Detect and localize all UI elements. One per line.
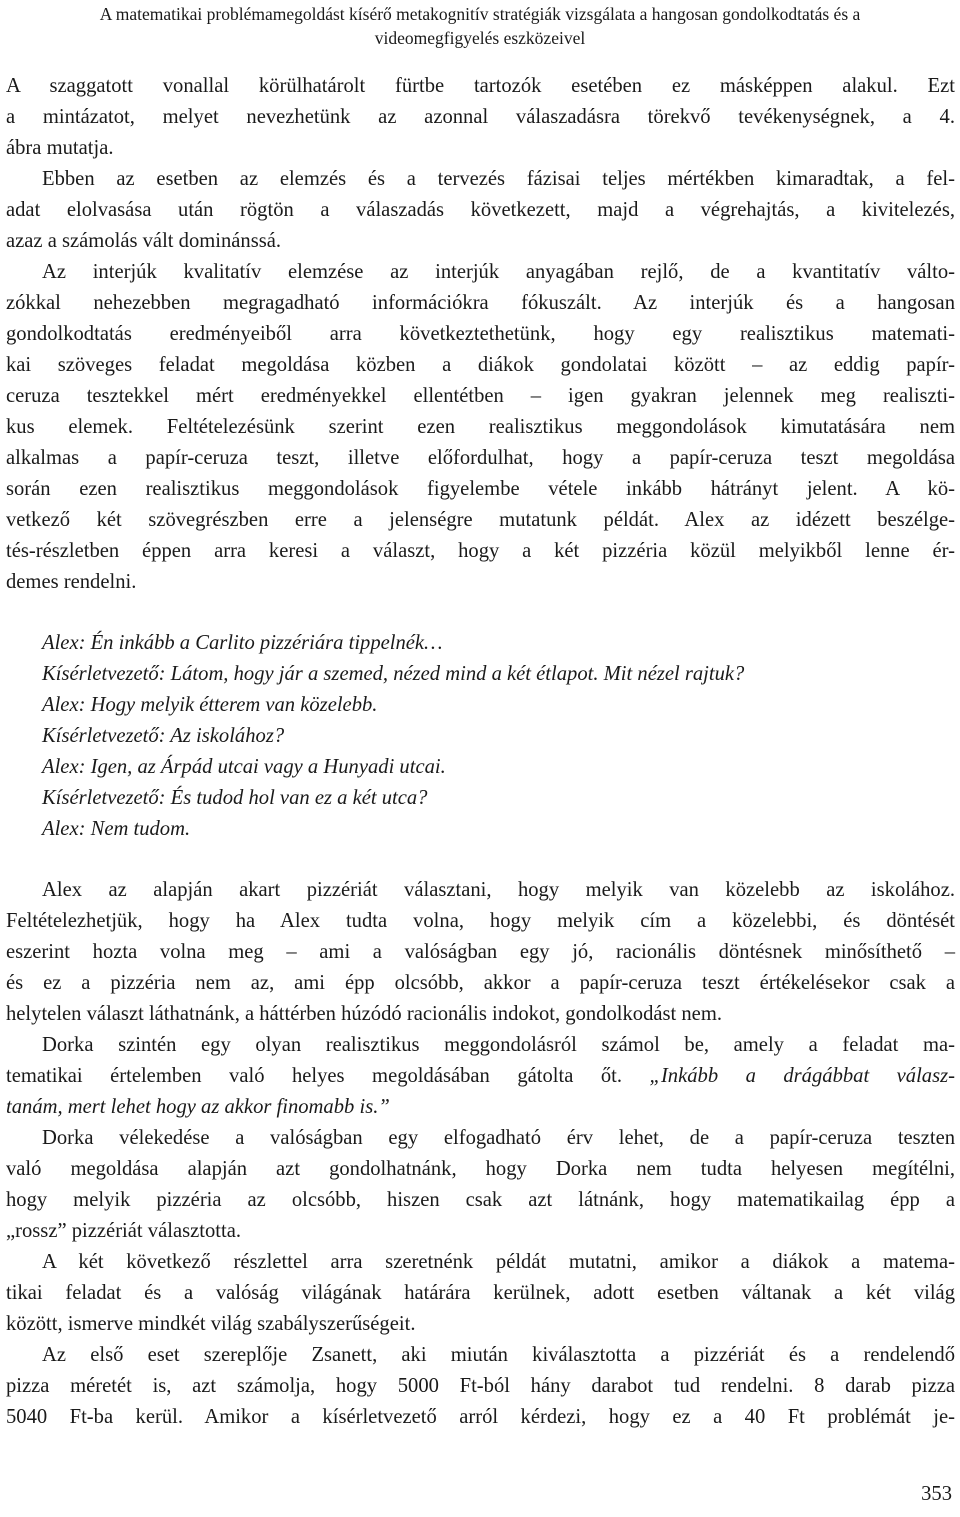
text-line bbox=[6, 1061, 955, 1092]
page-number: 353 bbox=[921, 1483, 952, 1505]
text-line: azaz a számolás vált dominánssá. bbox=[6, 230, 282, 252]
text-line: Feltételezhetjük, hogy ha Alex tudta volna, hogy melyik cím a közelebbi, és döntését bbox=[6, 910, 955, 932]
text-line: 5040 Ft-ba kerül. Amikor a kísérletvezető arról kérdezi, hogy ez a 40 Ft problémát je- bbox=[6, 1406, 955, 1428]
text-line: A szaggatott vonallal körülhatárolt fürtbe tartozók esetében ez másképpen alakul. Ezt bbox=[6, 75, 955, 97]
text-line: Az első eset szereplője Zsanett, aki miután kiválasztotta a pizzériát és a rendelendő bbox=[42, 1344, 955, 1366]
dialogue-line: Kísérletvezető: És tudod hol van ez a két utca? bbox=[42, 787, 428, 809]
spacer bbox=[6, 598, 955, 628]
text-line: vetkező két szövegrészben erre a jelenségre mutatunk példát. Alex az idézett beszélge- bbox=[6, 509, 955, 531]
header-line: videomegfigyelés eszközeivel bbox=[374, 28, 586, 48]
text-line: kai szöveges feladat megoldása közben a diákok gondolatai között – az eddig papír- bbox=[6, 354, 955, 376]
text-line: gondolkodtatás eredményeiből arra következtethetünk, hogy egy realisztikus matemati- bbox=[6, 323, 955, 345]
dialogue-line: Kísérletvezető: Látom, hogy jár a szemed, nézed mind a két étlapot. Mit nézel rajtuk? bbox=[42, 663, 745, 685]
text-line: demes rendelni. bbox=[6, 571, 137, 593]
text-line: kus elemek. Feltételezésünk szerint ezen realisztikus meggondolások kimutatására nem bbox=[6, 416, 955, 438]
text-line: során ezen realisztikus meggondolások figyelembe vétele inkább hátrányt jelent. A kö- bbox=[6, 478, 955, 500]
text-line: A két következő részlettel arra szeretnénk példát mutatni, amikor a diákok a matema- bbox=[42, 1251, 955, 1273]
text-line: való megoldása alapján azt gondolhatnánk, hogy Dorka nem tudta helyesen megítélni, bbox=[6, 1158, 955, 1180]
text-line: „rossz” pizzériát választotta. bbox=[6, 1220, 241, 1242]
dialogue-line: Alex: Nem tudom. bbox=[42, 818, 191, 840]
text-line: ábra mutatja. bbox=[6, 137, 114, 159]
text-line: Ebben az esetben az elemzés és a tervezés fázisai teljes mértékben kimaradtak, a fel- bbox=[42, 168, 955, 190]
running-header bbox=[0, 2, 960, 50]
text-line: eszerint hozta volna meg – ami a valóságban egy jó, racionális döntésnek minősíthető – bbox=[6, 941, 955, 963]
text-line: adat elolvasása után rögtön a válaszadás következett, majd a végrehajtás, a kivitelezés, bbox=[6, 199, 955, 221]
spacer bbox=[6, 845, 955, 875]
text-line: között, ismerve mindkét világ szabályszerűségeit. bbox=[6, 1313, 416, 1335]
text-line: Dorka vélekedése a valóságban egy elfogadható érv lehet, de a papír-ceruza teszten bbox=[42, 1127, 955, 1149]
text-line: ceruza tesztekkel mért eredményekkel ellentétben – igen gyakran jelennek meg realiszti- bbox=[6, 385, 955, 407]
quote-segment: „Inkább a drágábbat válasz- bbox=[649, 1065, 955, 1087]
header-line: A matematikai problémamegoldást kísérő metakognitív stratégiák vizsgálata a hangosan gondolkodtatás és a bbox=[99, 4, 861, 24]
text-line: alkalmas a papír-ceruza teszt, illetve előfordulhat, hogy a papír-ceruza teszt megoldása bbox=[6, 447, 955, 469]
text-line: zókkal nehezebben megragadható információkra fókuszált. Az interjúk és a hangosan bbox=[6, 292, 955, 314]
dialogue-line: Alex: Hogy melyik étterem van közelebb. bbox=[42, 694, 378, 716]
dialogue-line: Alex: Igen, az Árpád utcai vagy a Hunyadi utcai. bbox=[42, 756, 446, 778]
body-text bbox=[6, 71, 955, 1433]
text-line: tikai feladat és a valóság világának határára kerülnek, adott esetben váltanak a két világ bbox=[6, 1282, 955, 1304]
text-line: Alex az alapján akart pizzériát választani, hogy melyik van közelebb az iskolához. bbox=[42, 879, 955, 901]
dialogue-line: Kísérletvezető: Az iskolához? bbox=[42, 725, 285, 747]
text-line: a mintázatot, melyet nevezhetünk az azonnal válaszadásra törekvő tevékenységnek, a 4. bbox=[6, 106, 955, 128]
quote-line: tanám, mert lehet hogy az akkor finomabb is.” bbox=[6, 1096, 390, 1118]
text-line: Dorka szintén egy olyan realisztikus meggondolásról számol be, amely a feladat ma- bbox=[42, 1034, 955, 1056]
dialogue-line: Alex: Én inkább a Carlito pizzériára tippelnék… bbox=[42, 632, 443, 654]
text-line: és ez a pizzéria nem az, ami épp olcsóbb, akkor a papír-ceruza teszt értékelésekor csak a bbox=[6, 972, 955, 994]
text-line: tés-részletben éppen arra keresi a választ, hogy a két pizzéria közül melyikből lenne ér- bbox=[6, 540, 955, 562]
text-line: pizza méretét is, azt számolja, hogy 5000 Ft-ból hány darabot tud rendelni. 8 darab pizza bbox=[6, 1375, 955, 1397]
text-line: helytelen választ láthatnánk, a háttérben húzódó racionális indokot, gondolkodást nem. bbox=[6, 1003, 722, 1025]
text-line: hogy melyik pizzéria az olcsóbb, hiszen csak azt látnánk, hogy matematikailag épp a bbox=[6, 1189, 955, 1211]
text-segment: tematikai értelemben való helyes megoldásában gátolta őt. bbox=[6, 1065, 622, 1087]
text-line: Az interjúk kvalitatív elemzése az interjúk anyagában rejlő, de a kvantitatív válto- bbox=[42, 261, 955, 283]
